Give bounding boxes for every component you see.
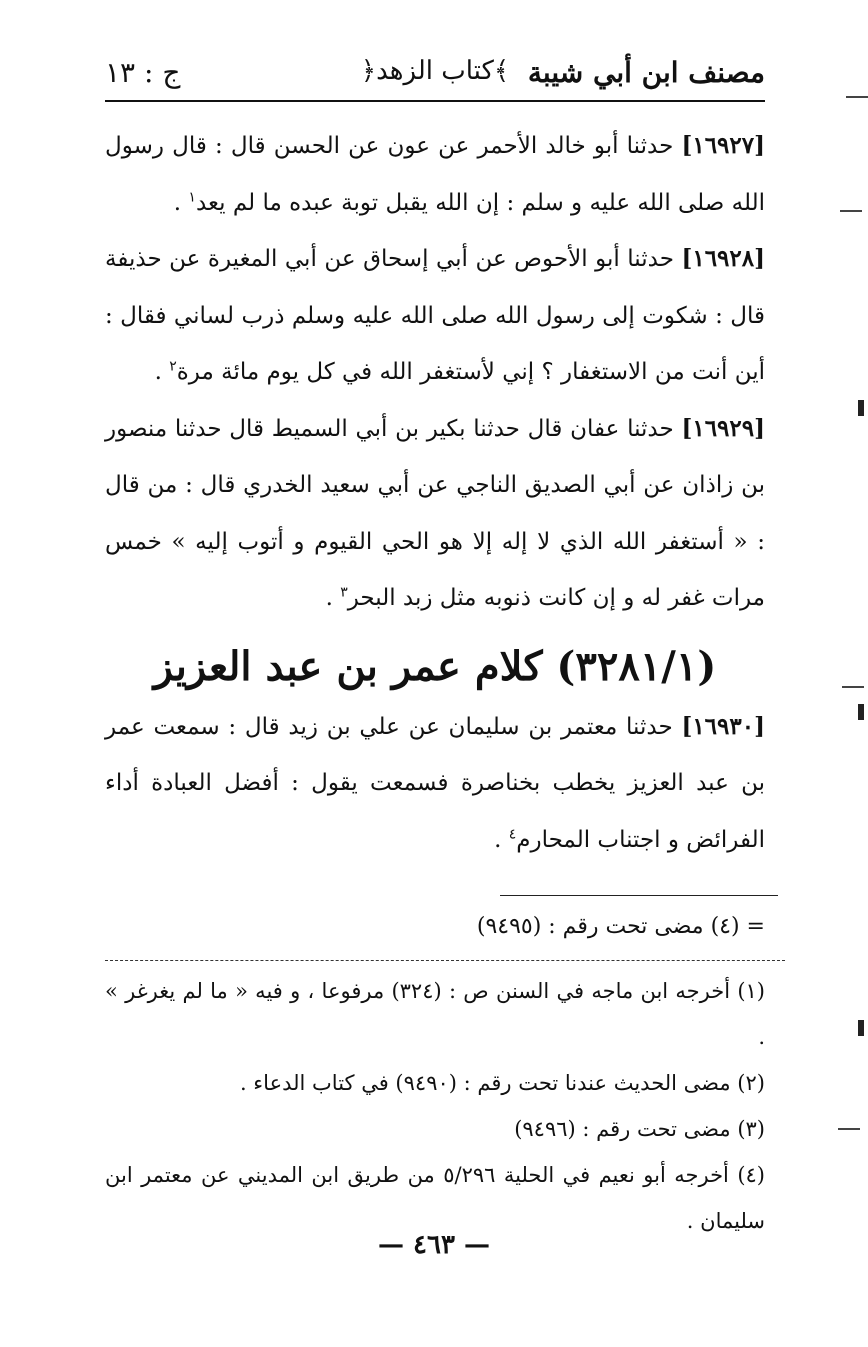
hadith-number: [١٦٩٢٩] bbox=[681, 414, 766, 442]
footnote: (٤) أخرجه أبو نعيم في الحلية ٥/٢٩٦ من طريق ابن المديني عن معتمر ابن سليمان . bbox=[105, 1163, 765, 1233]
footnotes bbox=[105, 968, 765, 1244]
hadith-end: . bbox=[154, 359, 170, 385]
hadith-number: [١٦٩٣٠] bbox=[681, 712, 765, 740]
page-number: — ٤٦٣ — bbox=[377, 1230, 491, 1260]
hadith-text: حدثنا أبو خالد الأحمر عن عون عن الحسن قال : قال رسول الله صلى الله عليه و سلم : إن الله يقبل توبة عبده ما لم يعد bbox=[105, 133, 765, 216]
scan-edge-mark bbox=[858, 400, 864, 416]
footnote: (٣) مضى تحت رقم : (٩٤٩٦) bbox=[514, 1117, 765, 1141]
running-header bbox=[105, 50, 765, 102]
hadith-number: [١٦٩٢٧] bbox=[681, 132, 766, 159]
chapter-title: ﴿كتاب الزهد﴾ bbox=[360, 56, 510, 86]
hadith-paragraph bbox=[105, 231, 765, 401]
hadith-paragraph bbox=[105, 401, 765, 627]
hadith-number: [١٦٩٢٨] bbox=[681, 245, 766, 272]
footnote-divider bbox=[105, 960, 785, 961]
footnote-marker: ٢ bbox=[169, 358, 177, 375]
hadith-paragraph bbox=[105, 118, 765, 231]
hadith-text: حدثنا عفان قال حدثنا بكير بن أبي السميط قال حدثنا منصور بن زاذان عن أبي الصديق الناجي عن أبي سعيد الخدري قال : من قال : « أستغفر الله الذي لا إله إلا هو الحي القيوم و أتوب إليه » خمس مرات غفر له و إن كانت ذنوبه مثل زبد البحر bbox=[105, 415, 765, 611]
hadith-end: . bbox=[494, 826, 509, 853]
footnote-marker: ٤ bbox=[508, 825, 517, 842]
footnote: (١) أخرجه ابن ماجه في السنن ص : (٣٢٤) مرفوعا ، و فيه « ما لم يغرغر » . bbox=[105, 979, 765, 1049]
hadith-end: . bbox=[325, 585, 341, 611]
scan-edge-mark bbox=[858, 1020, 864, 1036]
footnote: (٢) مضى الحديث عندنا تحت رقم : (٩٤٩٠) في كتاب الدعاء . bbox=[239, 1071, 765, 1095]
carryover-footnote: = (٤) مضى تحت رقم : (٩٤٩٥) bbox=[476, 914, 765, 939]
hadith-text: حدثنا معتمر بن سليمان عن علي بن زيد قال : سمعت عمر بن عبد العزيز يخطب بخناصرة فسمعت يقول : أفضل العبادة أداء الفرائض و اجتناب المحارم bbox=[105, 713, 765, 853]
footnote-marker: ٣ bbox=[340, 584, 348, 601]
scan-edge-mark bbox=[840, 210, 862, 212]
footnote-separator bbox=[500, 895, 778, 896]
book-title: مصنف ابن أبي شيبة bbox=[527, 56, 765, 89]
hadith-end: . bbox=[173, 189, 189, 216]
footnote-marker: ١ bbox=[188, 188, 196, 205]
hadith-text: حدثنا أبو الأحوص عن أبي إسحاق عن أبي المغيرة عن حذيفة قال : شكوت إلى رسول الله صلى الله عليه وسلم ذرب لساني فقال : أين أنت من الاستغفار ؟ إني لأستغفر الله في كل يوم مائة مرة bbox=[105, 246, 765, 385]
scan-edge-mark bbox=[858, 704, 864, 720]
hadith-paragraph bbox=[105, 699, 765, 869]
scan-edge-mark bbox=[846, 96, 868, 98]
volume-number: ج : ١٣ bbox=[105, 56, 181, 89]
main-text bbox=[105, 118, 765, 868]
scan-edge-mark bbox=[842, 686, 864, 688]
scan-edge-mark bbox=[838, 1128, 860, 1130]
section-heading: (٣٢٨١/١) كلام عمر بن عبد العزيز bbox=[153, 642, 717, 690]
